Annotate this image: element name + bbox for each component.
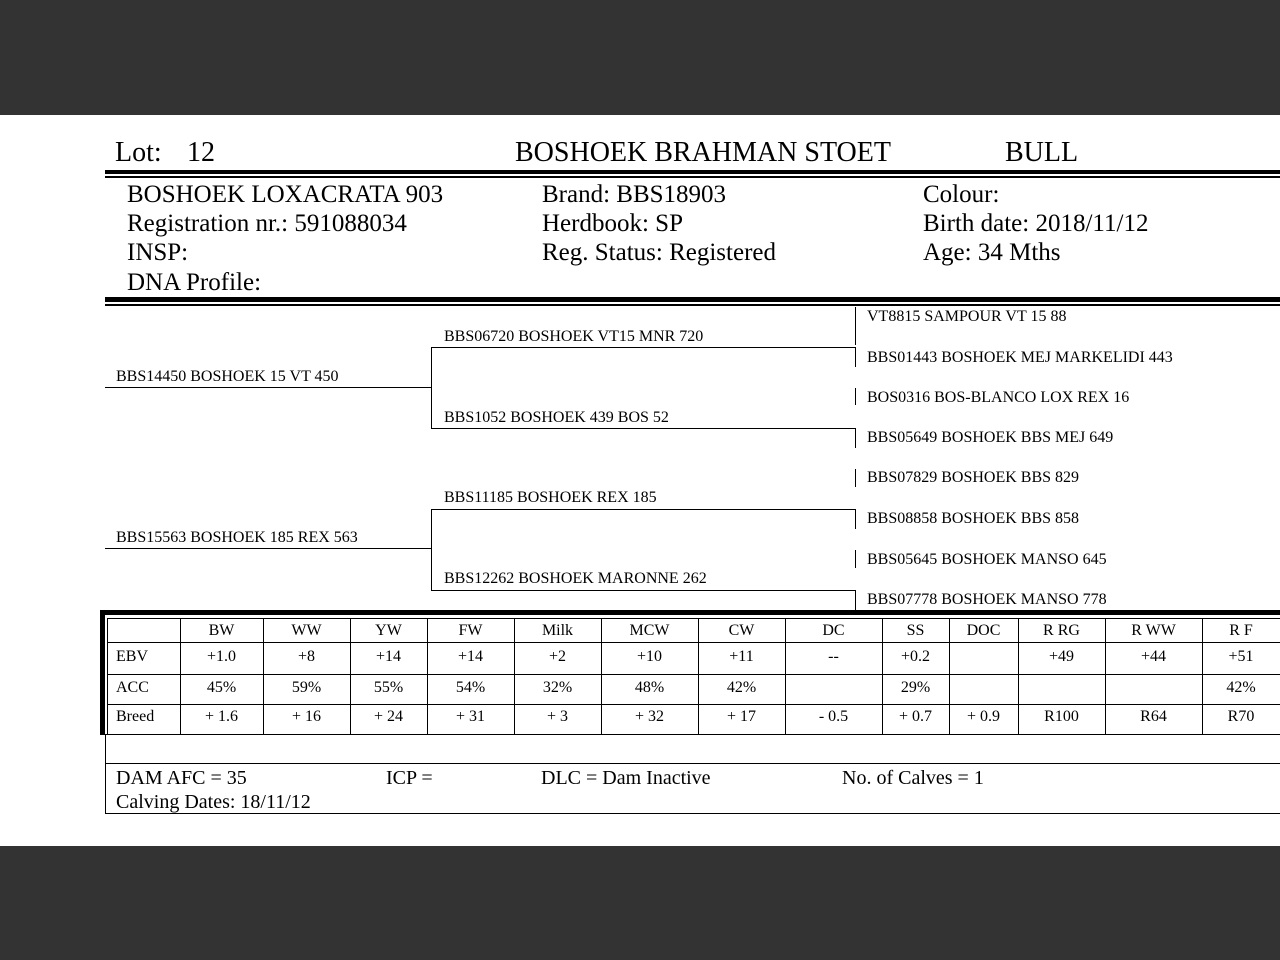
gen3-bracket [855,469,856,487]
table-cell: + 0.7 [898,708,933,725]
pedigree-gen3-item: BBS07778 BOSHOEK MANSO 778 [867,591,1107,608]
header-rule-thin [105,176,1280,178]
table-column-header: CW [728,622,755,639]
table-cell: +49 [1048,648,1075,665]
pedigree-gen2-item: BBS1052 BOSHOEK 439 BOS 52 [444,409,669,426]
gen3-bracket [855,550,856,568]
gen2-line [431,509,855,510]
table-column-header: R WW [1131,622,1176,639]
table-cell: -- [828,648,839,665]
table-cell: + 0.9 [966,708,1001,725]
dam-afc: DAM AFC = 35 [116,767,247,789]
table-column-header: BW [208,622,235,639]
table-cell: +10 [636,648,663,665]
footer-left-line [105,734,106,814]
pedigree-gen3-item: BBS01443 BOSHOEK MEJ MARKELIDI 443 [867,349,1173,366]
table-row-label: ACC [116,679,149,696]
pedigree-gen3-item: BBS08858 BOSHOEK BBS 858 [867,510,1080,527]
table-cell: +14 [457,648,484,665]
gen3-bracket [855,307,856,345]
lot-number: 12 [187,137,215,168]
footer-top-line [105,763,1280,764]
gen3-bracket [855,509,856,529]
info-rule-thick [105,297,1280,302]
info-rule-thin [105,304,1280,306]
header-rule-thick [105,170,1280,174]
table-column-header: MCW [629,622,670,639]
calving-dates: Calving Dates: 18/11/12 [116,791,311,813]
table-cell: + 32 [634,708,665,725]
table-column-header: R F [1229,622,1253,639]
table-cell: 42% [1226,679,1256,696]
table-cell: + 24 [373,708,404,725]
table-cell: 48% [634,679,665,696]
table-bottom-line [105,734,1280,735]
table-row-label: Breed [116,708,155,725]
table-cell: R70 [1227,708,1255,725]
lot-label: Lot: [115,137,162,168]
table-cell: 42% [726,679,757,696]
registration-number: Registration nr.: 591088034 [127,210,407,237]
top-dark-band [0,0,1280,115]
table-cell: 59% [291,679,322,696]
dlc-field: DLC = Dam Inactive [541,767,711,789]
sire-line [105,387,431,388]
table-column-header: Milk [541,622,574,639]
catalogue-title: BOSHOEK BRAHMAN STOET [515,137,891,168]
animal-name: BOSHOEK LOXACRATA 903 [127,181,444,208]
table-cell: + 3 [546,708,569,725]
table-cell: R100 [1044,708,1079,725]
pedigree-gen2-item: BBS11185 BOSHOEK REX 185 [444,489,657,506]
animal-sex: BULL [1005,137,1079,168]
gen2-line [431,590,855,591]
table-column-header: R RG [1043,622,1080,639]
table-cell: +2 [548,648,567,665]
table-column-header: DC [822,622,845,639]
pedigree-gen2-item: BBS12262 BOSHOEK MARONNE 262 [444,570,707,587]
table-cell: +0.2 [900,648,931,665]
table-cell: + 17 [726,708,757,725]
age-field: Age: 34 Mths [923,239,1061,266]
sire-bracket [431,347,432,429]
table-cell: + 1.6 [204,708,239,725]
table-column-header: DOC [966,622,1001,639]
table-cell: R64 [1140,708,1167,725]
table-cell: 29% [900,679,931,696]
table-cell: 54% [455,679,486,696]
table-cell: + 16 [291,708,322,725]
table-cell: +8 [297,648,316,665]
table-cell: - 0.5 [818,708,849,725]
gen3-bracket [855,590,856,610]
number-of-calves: No. of Calves = 1 [842,767,984,789]
table-cell: +11 [729,648,754,665]
table-cell: 55% [373,679,404,696]
brand-field: Brand: BBS18903 [542,181,727,208]
gen3-bracket [855,428,856,448]
pedigree-sire: BBS14450 BOSHOEK 15 VT 450 [116,368,339,385]
table-cell: +51 [1228,648,1254,665]
registration-status: Reg. Status: Registered [542,239,776,266]
table-column-header: SS [906,622,925,639]
insp-field: INSP: [127,239,189,266]
colour-field: Colour: [923,181,1000,208]
dam-bracket [431,509,432,590]
table-column-header: FW [458,622,483,639]
pedigree-gen3-item: BBS05645 BOSHOEK MANSO 645 [867,551,1107,568]
footer-bottom-line [105,813,1280,814]
pedigree-gen3-item: BOS0316 BOS-BLANCO LOX REX 16 [867,389,1130,406]
gen2-line [431,347,855,348]
table-cell: 45% [206,679,237,696]
icp-field: ICP = [386,767,433,789]
herdbook-field: Herdbook: SP [542,210,683,237]
sale-catalogue-page [0,115,1280,846]
gen2-line [431,428,855,429]
table-left-rule-thin [107,618,108,735]
bottom-dark-band [0,846,1280,960]
table-row-label: EBV [116,648,148,665]
dam-line [105,548,431,549]
table-cell: +14 [375,648,402,665]
pedigree-gen2-item: BBS06720 BOSHOEK VT15 MNR 720 [444,328,704,345]
table-column-header: WW [291,622,322,639]
birth-date: Birth date: 2018/11/12 [923,210,1149,237]
table-top-rule [100,610,1280,615]
gen3-bracket [855,347,856,367]
pedigree-gen3-item: VT8815 SAMPOUR VT 15 88 [867,308,1067,325]
table-cell: +44 [1140,648,1167,665]
dna-profile: DNA Profile: [127,269,262,296]
pedigree-gen3-item: BBS07829 BOSHOEK BBS 829 [867,469,1080,486]
table-cell: 32% [542,679,573,696]
pedigree-dam: BBS15563 BOSHOEK 185 REX 563 [116,529,358,546]
table-cell: +1.0 [206,648,237,665]
gen3-bracket [855,388,856,405]
table-left-rule-thick [100,610,105,735]
pedigree-gen3-item: BBS05649 BOSHOEK BBS MEJ 649 [867,429,1114,446]
table-cell: + 31 [455,708,486,725]
table-column-header: YW [375,622,402,639]
